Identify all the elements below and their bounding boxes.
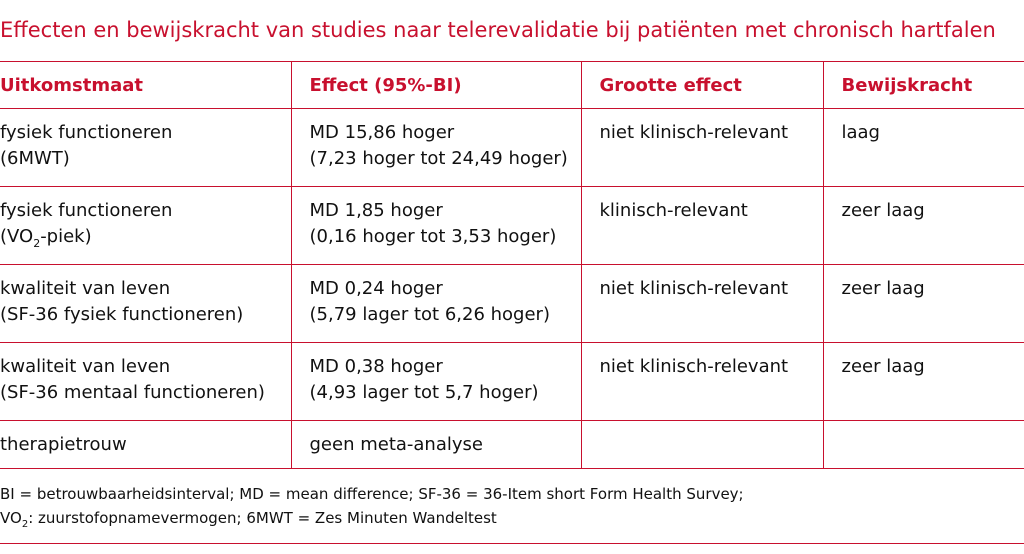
- effect-line1: MD 1,85 hoger: [309, 200, 443, 221]
- cell-measure: [0, 187, 291, 265]
- effect-line2: (5,79 lager tot 6,26 hoger): [309, 304, 550, 325]
- header-measure: Uitkomstmaat: [0, 62, 291, 109]
- table-row: [0, 343, 1024, 421]
- effect-line2: (7,23 hoger tot 24,49 hoger): [309, 148, 568, 169]
- footnote-line2-suffix: : zuurstofopnamevermogen; 6MWT = Zes Minuten Wandeltest: [28, 509, 497, 527]
- header-effect-size: Grootte effect: [581, 62, 823, 109]
- table-footnote: [0, 482, 744, 530]
- cell-evidence: zeer laag: [823, 187, 1024, 265]
- bottom-rule: [0, 543, 1024, 544]
- cell-effect: [291, 109, 581, 187]
- cell-evidence: [823, 421, 1024, 469]
- measure-line1: therapietrouw: [0, 434, 127, 455]
- cell-effect: [291, 265, 581, 343]
- measure-line2-subscript: 2: [33, 237, 41, 250]
- cell-effect: [291, 187, 581, 265]
- measure-line2: [0, 224, 291, 250]
- footnote-line2-prefix: VO: [0, 509, 22, 527]
- measure-line2: (SF-36 fysiek functioneren): [0, 304, 244, 325]
- footnote-line2: [0, 506, 744, 530]
- cell-evidence: zeer laag: [823, 343, 1024, 421]
- header-evidence: Bewijskracht: [823, 62, 1024, 109]
- cell-measure: [0, 343, 291, 421]
- measure-line1: kwaliteit van leven: [0, 278, 171, 299]
- measure-line2-prefix: (VO: [0, 226, 34, 247]
- measure-line2: (SF-36 mentaal functioneren): [0, 382, 265, 403]
- table-row: [0, 187, 1024, 265]
- measure-line1: kwaliteit van leven: [0, 356, 171, 377]
- table-row: [0, 265, 1024, 343]
- cell-effect-size: [581, 421, 823, 469]
- effect-line1: MD 0,38 hoger: [309, 356, 443, 377]
- cell-measure: [0, 421, 291, 469]
- measure-line2-suffix: -piek): [40, 226, 92, 247]
- cell-effect-size: klinisch-relevant: [581, 187, 823, 265]
- evidence-table: [0, 61, 1024, 469]
- cell-measure: [0, 265, 291, 343]
- cell-effect: [291, 343, 581, 421]
- cell-measure: [0, 109, 291, 187]
- footnote-line1: BI = betrouwbaarheidsinterval; MD = mean difference; SF-36 = 36-Item short Form Health Survey;: [0, 485, 744, 503]
- measure-line1: fysiek functioneren: [0, 200, 173, 221]
- header-row: [0, 62, 1024, 109]
- table-row: [0, 421, 1024, 469]
- table-title: Effecten en bewijskracht van studies naar telerevalidatie bij patiënten met chronisch hartfalen: [0, 18, 996, 42]
- cell-effect-size: niet klinisch-relevant: [581, 109, 823, 187]
- cell-effect: [291, 421, 581, 469]
- footnote-line2-subscript: 2: [21, 519, 29, 530]
- measure-line1: fysiek functioneren: [0, 122, 173, 143]
- effect-line1: geen meta-analyse: [309, 434, 483, 455]
- measure-line2: (6MWT): [0, 148, 70, 169]
- effect-line2: (0,16 hoger tot 3,53 hoger): [309, 226, 557, 247]
- cell-effect-size: niet klinisch-relevant: [581, 265, 823, 343]
- table-row: [0, 109, 1024, 187]
- effect-line2: (4,93 lager tot 5,7 hoger): [309, 382, 539, 403]
- effect-line1: MD 15,86 hoger: [309, 122, 455, 143]
- effect-line1: MD 0,24 hoger: [309, 278, 443, 299]
- cell-evidence: zeer laag: [823, 265, 1024, 343]
- cell-evidence: laag: [823, 109, 1024, 187]
- header-effect: Effect (95%-BI): [291, 62, 581, 109]
- cell-effect-size: niet klinisch-relevant: [581, 343, 823, 421]
